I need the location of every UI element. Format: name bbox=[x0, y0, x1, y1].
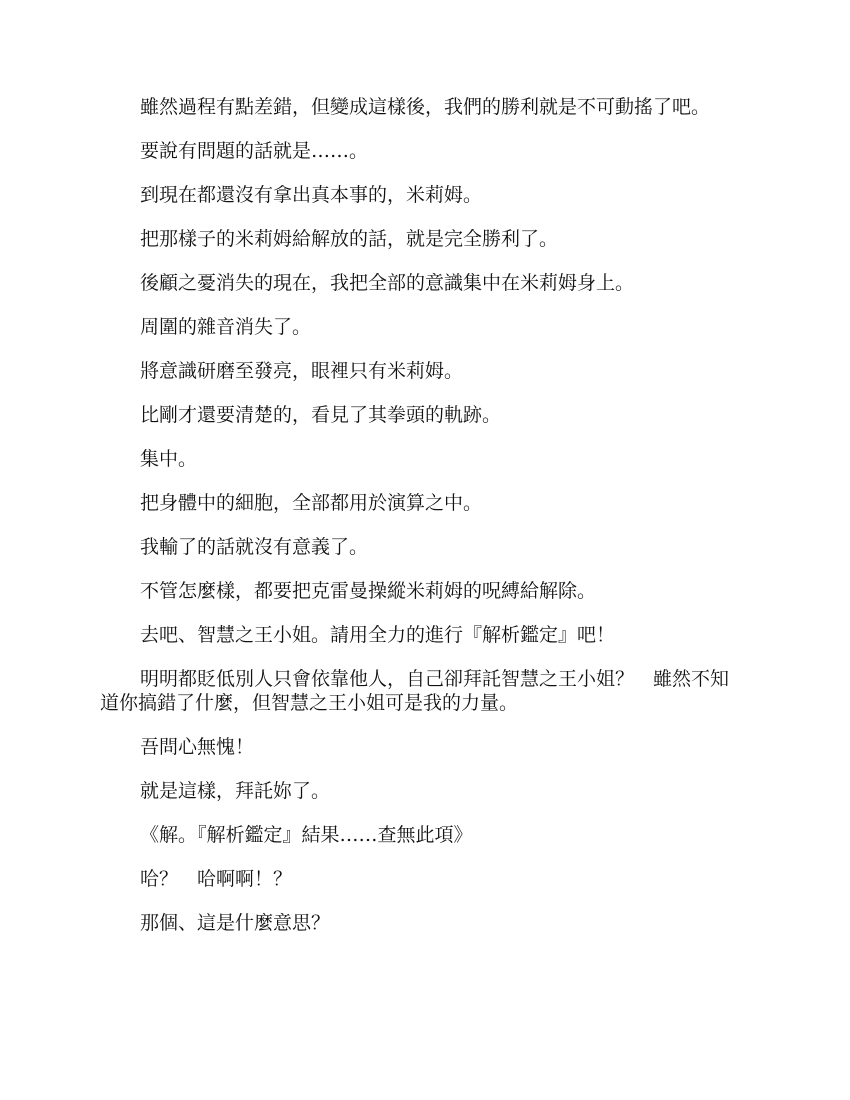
paragraph: 不管怎麼樣，都要把克雷曼操縱米莉姆的呪縛給解除。 bbox=[140, 580, 597, 602]
paragraph: 《解。『解析鑑定』結果……查無此項》 bbox=[140, 824, 473, 846]
paragraph: 明明都貶低別人只會依靠他人，自己卻拜託智慧之王小姐？ 雖然不知道你搞錯了什麼，但智慧之王小姐可是我的力量。 bbox=[100, 668, 730, 714]
document-body bbox=[100, 95, 740, 955]
paragraph: 吾問心無愧！ bbox=[140, 736, 255, 758]
paragraph: 後顧之憂消失的現在，我把全部的意識集中在米莉姆身上。 bbox=[140, 272, 635, 294]
paragraph: 集中。 bbox=[140, 448, 198, 470]
paragraph: 到現在都還沒有拿出真本事的，米莉姆。 bbox=[140, 184, 483, 206]
paragraph: 把那樣子的米莉姆給解放的話，就是完全勝利了。 bbox=[140, 228, 559, 250]
paragraph: 把身體中的細胞，全部都用於演算之中。 bbox=[140, 492, 483, 514]
paragraph: 雖然過程有點差錯，但變成這樣後，我們的勝利就是不可動搖了吧。 bbox=[140, 96, 711, 118]
paragraph: 要說有問題的話就是……。 bbox=[140, 140, 369, 162]
paragraph: 那個、這是什麼意思？ bbox=[140, 912, 331, 934]
paragraph: 比剛才還要清楚的，看見了其拳頭的軌跡。 bbox=[140, 404, 502, 426]
paragraph: 哈？ 哈啊啊！？ bbox=[140, 868, 293, 890]
paragraph: 周圍的雜音消失了。 bbox=[140, 316, 312, 338]
paragraph: 我輸了的話就沒有意義了。 bbox=[140, 536, 369, 558]
paragraph: 去吧、智慧之王小姐。請用全力的進行『解析鑑定』吧！ bbox=[140, 624, 616, 646]
paragraph: 將意識研磨至發亮，眼裡只有米莉姆。 bbox=[140, 360, 464, 382]
paragraph: 就是這樣，拜託妳了。 bbox=[140, 780, 331, 802]
